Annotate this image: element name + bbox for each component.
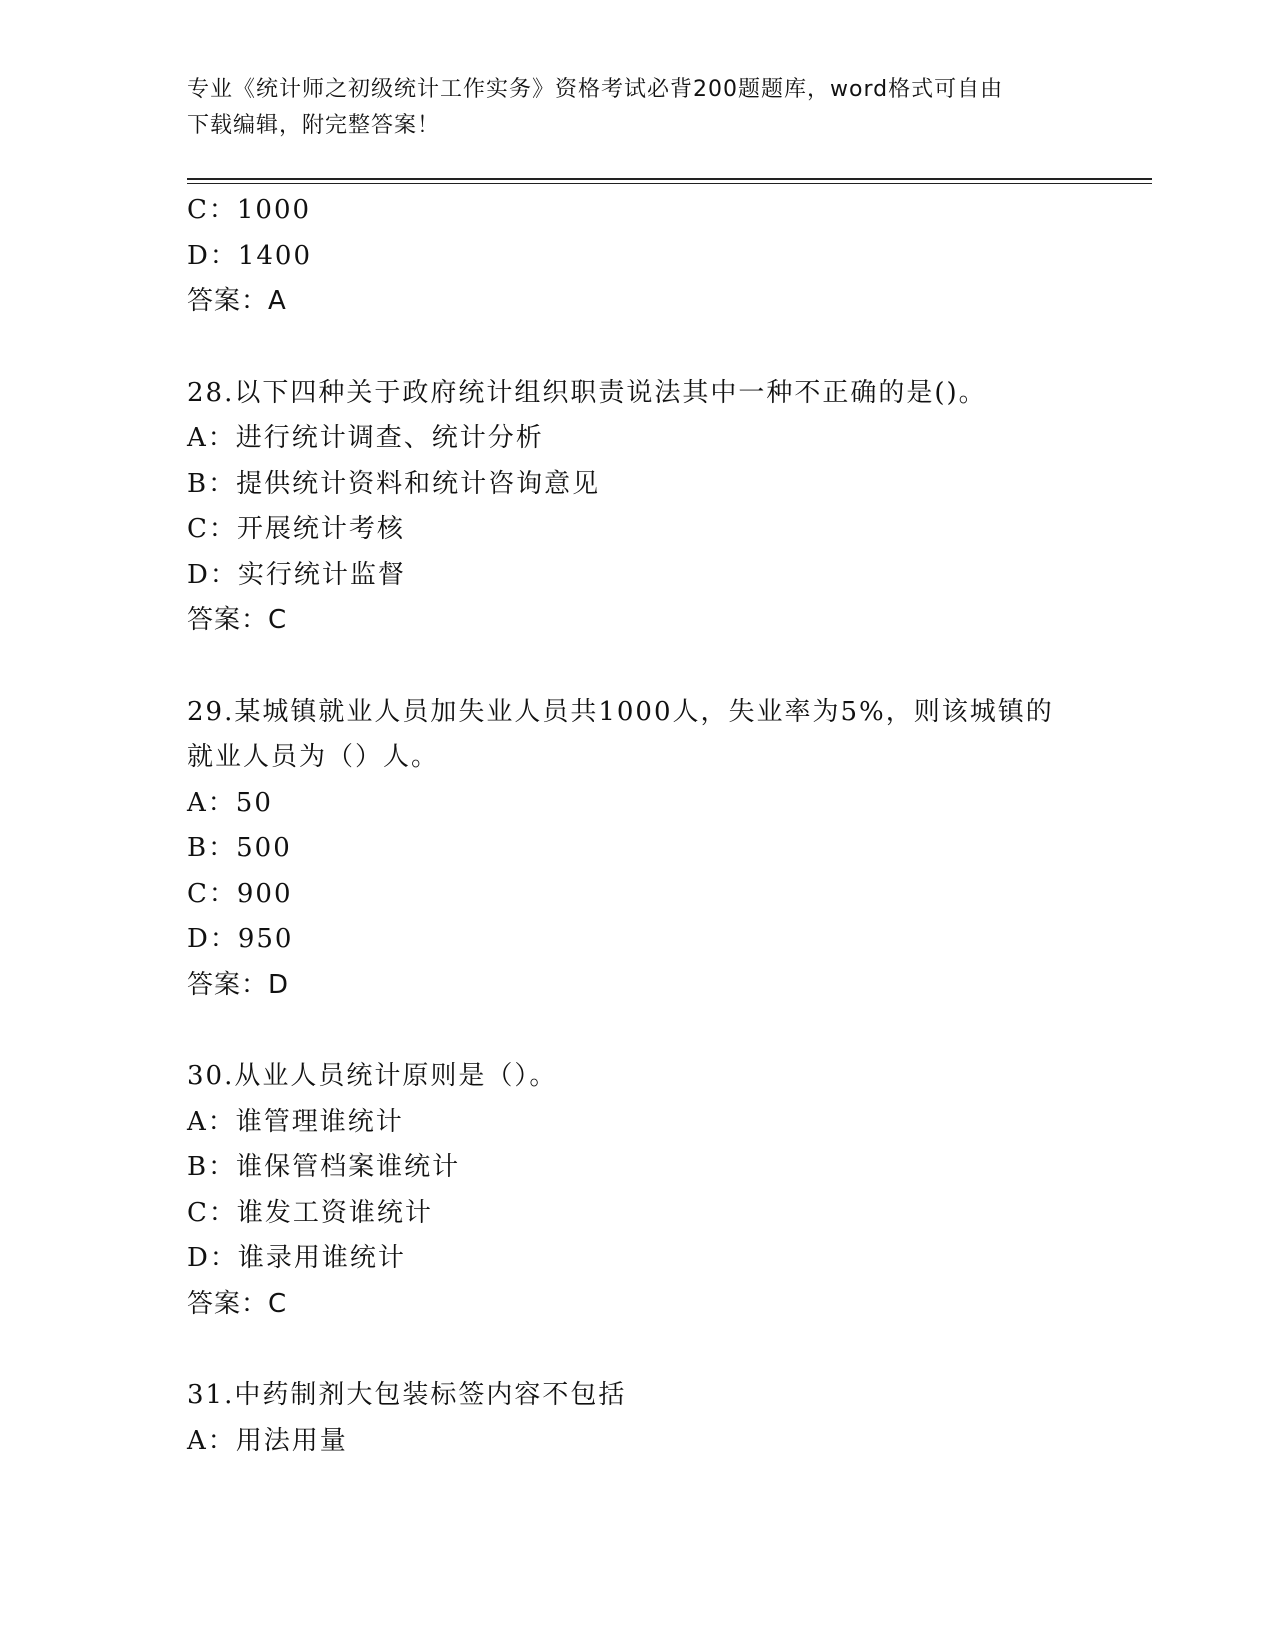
header-divider-thick [187,178,1152,180]
question-30 [187,1054,1087,1327]
option-a: A：进行统计调查、统计分析 [187,423,544,453]
option-c: C：900 [187,878,293,909]
question-29 [187,690,1087,1009]
option-a: A：50 [187,787,273,818]
header-line-2: 下载编辑，附完整答案！ [187,113,441,138]
question-stem: 31.中药制剂大包装标签内容不包括 [187,1380,627,1410]
answer-line: 答案：D [187,969,290,1000]
answer-line: 答案：A [187,286,287,316]
option-d: D：950 [187,924,294,954]
header-line-1: 专业《统计师之初级统计工作实务》资格考试必背200题题库，word格式可自由 [187,77,1004,102]
question-31 [187,1373,1087,1464]
option-b: B：提供统计资料和统计咨询意见 [187,468,601,499]
question-stem-line-1: 29.某城镇就业人员加失业人员共1000人，失业率为5%，则该城镇的 [187,696,1054,727]
question-list [187,188,1087,1464]
question-block-partial [187,188,1087,325]
option-c: C：开展统计考核 [187,514,405,544]
option-c: C：1000 [187,195,312,225]
option-a: A：用法用量 [187,1425,348,1456]
answer-line: 答案：C [187,605,288,635]
header-divider-thin [187,183,1152,184]
option-d: D：谁录用谁统计 [187,1243,406,1273]
option-b: B：谁保管档案谁统计 [187,1152,461,1182]
option-a: A：谁管理谁统计 [187,1106,404,1137]
answer-line: 答案：C [187,1288,288,1319]
option-d: D：1400 [187,240,313,271]
question-28 [187,371,1087,644]
option-b: B：500 [187,833,292,863]
question-stem: 30.从业人员统计原则是（）。 [187,1061,558,1091]
option-c: C：谁发工资谁统计 [187,1197,433,1228]
document-header [187,72,1067,144]
question-stem-line-2: 就业人员为（）人。 [187,742,440,772]
question-stem: 28.以下四种关于政府统计组织职责说法其中一种不正确的是()。 [187,377,987,408]
option-d: D：实行统计监督 [187,559,406,590]
